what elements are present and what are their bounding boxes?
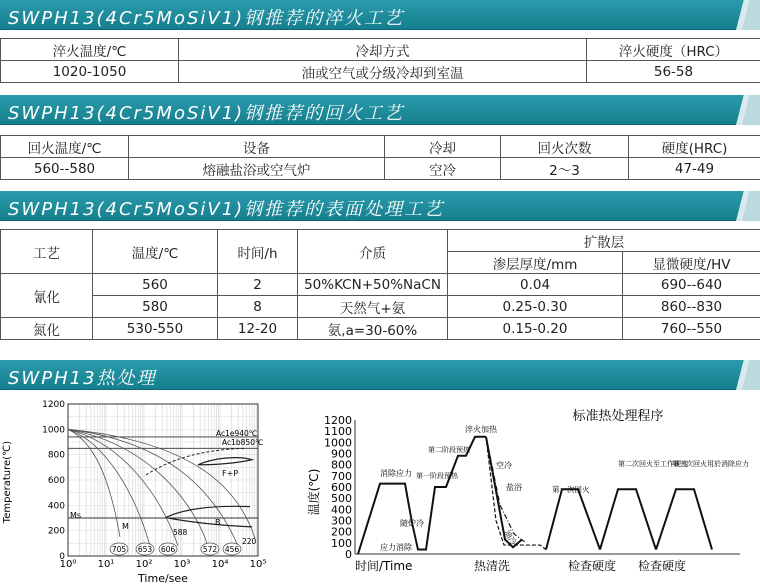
- htp-air-cool-curve: [486, 437, 522, 548]
- quench-cell-temp: 1020-1050: [1, 61, 179, 83]
- cct-y-tick-label: 400: [47, 501, 65, 512]
- quench-header-hardness: 淬火硬度（HRC）: [587, 39, 760, 61]
- cct-diagram: [0, 392, 290, 586]
- temper-cell-equipment: 熔融盐浴或空气炉: [129, 158, 385, 180]
- temper-section-title: SWPH13(4Cr5MoSiV1)钢推荐的回火工艺: [8, 103, 405, 124]
- surface-cell-temp: 580: [93, 296, 218, 318]
- surface-section-banner: [0, 191, 760, 221]
- htp-label-furnace-cool: 随炉冷: [400, 519, 424, 528]
- cct-x-tick-label: 10¹: [97, 559, 115, 570]
- htp-y-tick-label: 700: [331, 469, 352, 483]
- htp-label-preheat1: 第一阶段预热: [416, 472, 458, 480]
- cct-x-axis-label: Time/see: [138, 572, 188, 585]
- cct-hardness-label: 606: [160, 545, 176, 554]
- surface-header-time: 时间/h: [218, 230, 298, 274]
- htp-label-stress-relief-2: 应力消除: [380, 543, 412, 552]
- htp-y-tick-label: 200: [331, 525, 352, 539]
- quench-cell-cooling: 油或空气或分级冷却到室温: [179, 61, 587, 83]
- htp-label-check1: 检查硬度: [568, 559, 617, 573]
- cct-ms-label: Ms: [70, 511, 82, 520]
- htp-y-tick-label: 400: [331, 503, 352, 517]
- temper-header-equipment: 设备: [129, 136, 385, 158]
- htp-oil-cool-curve: [486, 437, 546, 550]
- htp-temper-curve: [546, 489, 600, 549]
- cct-fp-label: F+P: [222, 469, 239, 478]
- cct-220-label: 220: [242, 537, 257, 546]
- heat-section-title: SWPH13热处理: [8, 368, 157, 389]
- htp-label-stress-relief: 消除应力: [380, 469, 412, 478]
- quench-header-cooling: 冷却方式: [179, 39, 587, 61]
- cct-hardness-label: 456: [224, 545, 240, 554]
- surface-cell-hardness: 760--550: [623, 318, 760, 340]
- cct-y-tick-label: 1200: [42, 400, 65, 410]
- cct-cooling-curve: [68, 429, 238, 546]
- cct-ac1b-label: Ac1b850℃: [222, 438, 264, 447]
- htp-y-tick-label: 100: [331, 536, 352, 550]
- cct-hardness-label: 653: [137, 545, 153, 554]
- cct-x-tick-label: 10²: [135, 559, 153, 570]
- temper-cell-hardness: 47-49: [629, 158, 760, 180]
- htp-y-tick-label: 900: [331, 447, 352, 461]
- surface-cell-medium: 天然气+氨: [298, 296, 448, 318]
- htp-label-salt-bath: 盐浴: [506, 483, 522, 492]
- surface-header-hardness: 显微硬度/HV: [623, 252, 760, 274]
- surface-cell-hardness: 690--640: [623, 274, 760, 296]
- htp-label-temper3: 第三次回火用於消除应力: [672, 460, 749, 468]
- htp-temper-curve: [600, 489, 656, 549]
- htp-label-quench-heat: 淬火加热: [465, 425, 497, 434]
- htp-label-check2: 检查硬度: [638, 559, 687, 573]
- cct-m-label: M: [122, 522, 129, 531]
- temper-header-cooling: 冷却: [385, 136, 501, 158]
- surface-cell-medium: 氨,a=30-60%: [298, 318, 448, 340]
- quench-section-banner: [0, 0, 760, 30]
- htp-y-tick-label: 500: [331, 492, 352, 506]
- surface-header-diffusion: 扩散层: [448, 230, 760, 252]
- cct-x-tick-label: 10⁰: [59, 559, 77, 570]
- surface-cell-temp: 530-550: [93, 318, 218, 340]
- htp-label-air-cool: 空冷: [496, 461, 512, 470]
- cct-x-tick-label: 10³: [173, 559, 191, 570]
- htp-main-curve: [358, 437, 486, 554]
- cct-y-axis-label: Temperature(℃): [2, 440, 13, 524]
- cct-ac1e-label: Ac1e940℃: [216, 429, 258, 438]
- surface-cell-medium: 50%KCN+50%NaCN: [298, 274, 448, 296]
- htp-title: 标准热处理程序: [572, 409, 664, 424]
- surface-cell-depth: 0.15-0.20: [448, 318, 623, 340]
- quench-section-title: SWPH13(4Cr5MoSiV1)钢推荐的淬火工艺: [8, 8, 405, 29]
- htp-y-tick-label: 1200: [324, 414, 352, 427]
- htp-temper-curve: [656, 489, 712, 549]
- htp-y-tick-label: 800: [331, 458, 352, 472]
- surface-cell-hardness: 860--830: [623, 296, 760, 318]
- surface-cell-process: 氮化: [1, 318, 93, 340]
- cct-hardness-label: 705: [111, 545, 127, 554]
- cct-x-tick-label: 10⁴: [211, 559, 229, 570]
- cct-y-tick-label: 800: [47, 450, 65, 461]
- surface-header-depth: 渗层厚度/mm: [448, 252, 623, 274]
- htp-y-tick-label: 1100: [324, 425, 352, 439]
- temper-cell-cooling: 空冷: [385, 158, 501, 180]
- htp-label-oil-cool: 油冷: [502, 528, 519, 547]
- surface-header-medium: 介质: [298, 230, 448, 274]
- temper-section-banner: [0, 95, 760, 125]
- quench-cell-hardness: 56-58: [587, 61, 760, 83]
- temper-header-count: 回火次数: [501, 136, 629, 158]
- cct-y-tick-label: 200: [47, 526, 65, 537]
- heat-treatment-program-chart: [300, 392, 760, 586]
- htp-y-tick-label: 600: [331, 481, 352, 494]
- surface-table: [0, 229, 760, 340]
- surface-cell-temp: 560: [93, 274, 218, 296]
- cct-fp-region: [198, 458, 252, 465]
- temper-cell-temp: 560--580: [1, 158, 129, 180]
- heat-section-banner: [0, 360, 760, 390]
- htp-y-tick-label: 0: [345, 548, 352, 561]
- cct-bainite-end-curve: [168, 518, 252, 527]
- cct-588-label: 588: [173, 528, 188, 537]
- cct-y-tick-label: 1000: [42, 425, 65, 436]
- quench-table: [0, 38, 760, 83]
- surface-cell-time: 12-20: [218, 318, 298, 340]
- cct-b-label: B: [215, 518, 221, 527]
- htp-label-temper2: 第二次回火至工作硬度: [618, 460, 688, 468]
- cct-bainite-curve: [165, 506, 250, 518]
- htp-y-tick-label: 1000: [324, 436, 352, 450]
- htp-x-axis-label: 时间/Time: [355, 559, 413, 573]
- surface-cell-depth: 0.25-0.30: [448, 296, 623, 318]
- cct-hardness-label: 572: [202, 545, 218, 554]
- quench-header-temp: 淬火温度/℃: [1, 39, 179, 61]
- temper-table: [0, 135, 760, 180]
- temper-header-temp: 回火温度/℃: [1, 136, 129, 158]
- cct-y-tick-label: 0: [59, 552, 65, 562]
- temper-header-hardness: 硬度(HRC): [629, 136, 760, 158]
- htp-label-hot-clean: 热清洗: [474, 559, 511, 573]
- cct-x-tick-label: 10⁵: [249, 559, 267, 570]
- surface-header-temp: 温度/℃: [93, 230, 218, 274]
- surface-header-process: 工艺: [1, 230, 93, 274]
- surface-cell-depth: 0.04: [448, 274, 623, 296]
- surface-section-title: SWPH13(4Cr5MoSiV1)钢推荐的表面处理工艺: [8, 199, 445, 220]
- htp-label-preheat2: 第二阶段预热: [428, 446, 470, 454]
- surface-cell-time: 2: [218, 274, 298, 296]
- htp-y-tick-label: 300: [331, 514, 352, 528]
- htp-y-axis-label: 温度(℃): [307, 468, 321, 516]
- surface-cell-time: 8: [218, 296, 298, 318]
- htp-label-temper1: 第一次回火: [552, 485, 590, 494]
- temper-cell-count: 2～3: [501, 158, 629, 180]
- surface-cell-process: 氰化: [1, 274, 93, 318]
- cct-y-tick-label: 600: [47, 476, 65, 486]
